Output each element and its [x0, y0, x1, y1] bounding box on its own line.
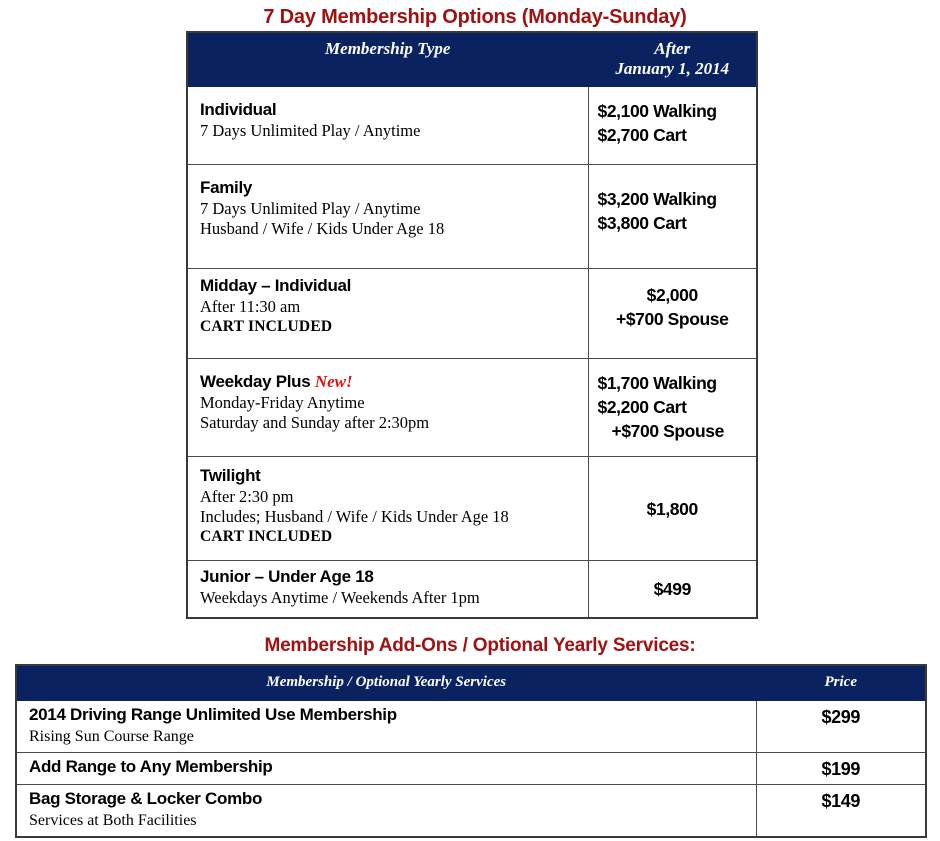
membership-caps-note: CART INCLUDED [200, 528, 333, 545]
column-header-price-line1: After [654, 39, 691, 58]
membership-price-cell [588, 457, 757, 561]
table-header-row [16, 665, 926, 701]
table-row [187, 359, 757, 457]
membership-detail: Monday-Friday Anytime [200, 393, 365, 412]
price-line: $499 [653, 579, 691, 599]
new-badge: New! [314, 372, 353, 391]
table-row [187, 165, 757, 269]
service-cell [16, 753, 756, 785]
table-row [16, 701, 926, 753]
price-line: $1,700 Walking [597, 373, 717, 393]
service-price: $199 [756, 753, 926, 785]
price-line: $3,200 Walking [597, 189, 717, 209]
price-line: +$700 Spouse [611, 421, 724, 441]
column-header-price [588, 32, 757, 87]
price-line: $1,800 [646, 498, 698, 519]
table-row [187, 269, 757, 359]
membership-price-cell [588, 269, 757, 359]
membership-detail: Weekdays Anytime / Weekends After 1pm [200, 588, 480, 607]
membership-type-cell [187, 561, 588, 619]
service-cell [16, 701, 756, 753]
membership-name: Midday – Individual [200, 276, 352, 295]
service-name: Bag Storage & Locker Combo [29, 789, 263, 808]
service-price: $149 [756, 785, 926, 838]
table-row [187, 561, 757, 619]
membership-detail: After 11:30 am [200, 297, 301, 316]
service-price: $299 [756, 701, 926, 753]
membership-detail: Husband / Wife / Kids Under Age 18 [200, 219, 445, 238]
membership-name-row [200, 371, 588, 393]
membership-caps-note: CART INCLUDED [200, 318, 333, 335]
membership-name: Twilight [200, 466, 261, 485]
membership-type-cell [187, 87, 588, 165]
table-row [187, 457, 757, 561]
seven-day-table-container [186, 31, 758, 619]
membership-name: Junior – Under Age 18 [200, 567, 374, 586]
seven-day-membership-table [186, 31, 758, 619]
table-row [16, 753, 926, 785]
membership-type-cell [187, 359, 588, 457]
service-name: 2014 Driving Range Unlimited Use Membership [29, 705, 397, 724]
page-title-addons: Membership Add-Ons / Optional Yearly Services: [264, 635, 696, 656]
membership-name: Family [200, 178, 253, 197]
membership-detail: Saturday and Sunday after 2:30pm [200, 413, 430, 432]
membership-price-cell [588, 561, 757, 619]
membership-price-cell [588, 87, 757, 165]
membership-type-cell [187, 269, 588, 359]
membership-price-cell [588, 165, 757, 269]
membership-detail: 7 Days Unlimited Play / Anytime [200, 121, 421, 140]
addons-table [15, 664, 927, 838]
addons-table-container [15, 664, 927, 838]
price-line: $3,800 Cart [597, 213, 687, 233]
service-name: Add Range to Any Membership [29, 757, 273, 776]
price-line: $2,700 Cart [597, 125, 687, 145]
price-line: +$700 Spouse [616, 309, 729, 329]
price-line: $2,200 Cart [597, 397, 687, 417]
table-row [16, 785, 926, 838]
membership-type-cell [187, 165, 588, 269]
membership-type-cell [187, 457, 588, 561]
service-detail: Services at Both Facilities [29, 812, 197, 829]
membership-detail: 7 Days Unlimited Play / Anytime [200, 199, 421, 218]
table-header-row [187, 32, 757, 87]
service-detail: Rising Sun Course Range [29, 728, 194, 745]
column-header-price: Price [756, 665, 926, 701]
column-header-membership-type: Membership Type [187, 32, 588, 87]
membership-detail: Includes; Husband / Wife / Kids Under Age 18 [200, 507, 509, 526]
price-line: $2,000 [646, 285, 698, 305]
column-header-service: Membership / Optional Yearly Services [16, 665, 756, 701]
membership-detail: After 2:30 pm [200, 487, 294, 506]
column-header-price-line2: January 1, 2014 [615, 59, 730, 78]
price-line: $2,100 Walking [597, 101, 717, 121]
membership-name: Individual [200, 100, 277, 119]
service-cell [16, 785, 756, 838]
membership-price-cell [588, 359, 757, 457]
page-title-seven-day: 7 Day Membership Options (Monday-Sunday) [263, 6, 687, 28]
table-row [187, 87, 757, 165]
membership-name: Weekday Plus [200, 372, 311, 391]
